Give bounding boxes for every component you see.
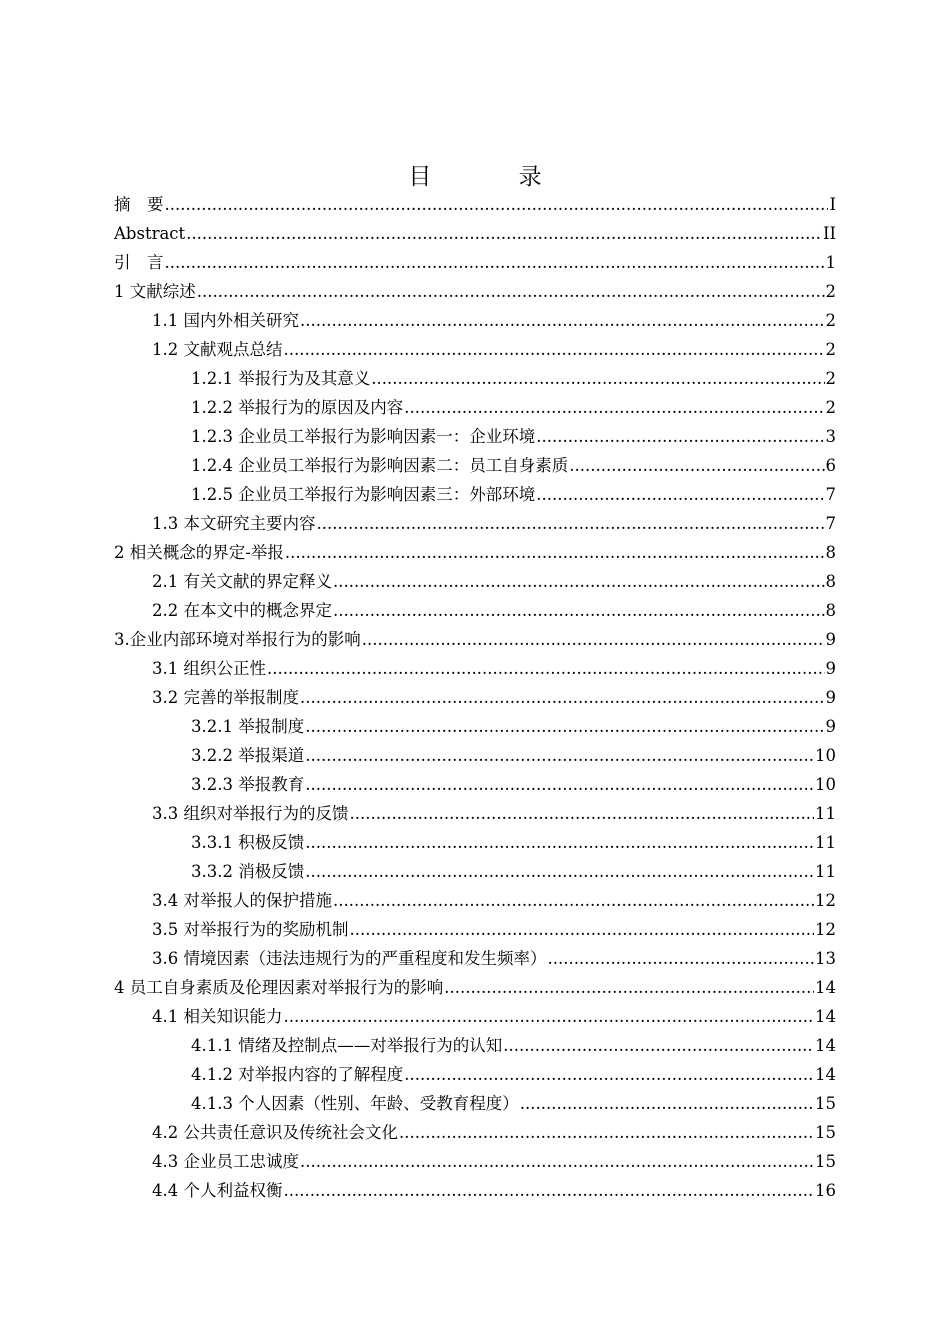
toc-entry-label: 4.3 企业员工忠诚度 [152, 1152, 299, 1171]
toc-page-number: 15 [815, 1123, 836, 1142]
toc-page-number: 1 [825, 253, 836, 272]
toc-entry[interactable] [114, 451, 836, 480]
toc-leader-dots [305, 741, 814, 770]
toc-entry[interactable] [114, 828, 836, 857]
toc-entry-label: 4.2 公共责任意识及传统社会文化 [152, 1123, 398, 1142]
toc-entry[interactable] [114, 393, 836, 422]
toc-entry-label: 摘 要 [114, 195, 164, 214]
toc-leader-dots [350, 799, 815, 828]
toc-leader-dots [569, 451, 824, 480]
toc-entry-label: 4.1.2 对举报内容的了解程度 [191, 1065, 404, 1084]
toc-entry[interactable] [114, 480, 836, 509]
toc-page-number: 12 [815, 920, 836, 939]
toc-page-number: 11 [815, 833, 836, 852]
toc-entry[interactable] [114, 741, 836, 770]
toc-entry[interactable] [114, 1089, 836, 1118]
toc-leader-dots [165, 248, 825, 277]
toc-entry[interactable] [114, 1060, 836, 1089]
toc-entry-label: Abstract [114, 224, 186, 243]
toc-leader-dots [536, 480, 824, 509]
toc-leader-dots [520, 1089, 814, 1118]
toc-page-number: 10 [815, 775, 836, 794]
toc-entry[interactable] [114, 1147, 836, 1176]
toc-leader-dots [284, 1002, 815, 1031]
toc-leader-dots [333, 596, 825, 625]
toc-entry[interactable] [114, 886, 836, 915]
toc-entry[interactable] [114, 683, 836, 712]
toc-entry-label: 4.1.1 情绪及控制点——对举报行为的认知 [191, 1036, 503, 1055]
toc-page-number: 9 [825, 659, 836, 678]
toc-entry[interactable] [114, 712, 836, 741]
toc-entry-label: 1.3 本文研究主要内容 [152, 514, 316, 533]
toc-entry[interactable] [114, 1031, 836, 1060]
toc-entry-label: 3.2 完善的举报制度 [152, 688, 299, 707]
toc-page-number: 11 [815, 804, 836, 823]
toc-leader-dots [399, 1118, 814, 1147]
toc-leader-dots [444, 973, 814, 1002]
toc-entry-label: 4.1.3 个人因素（性别、年龄、受教育程度） [191, 1094, 519, 1113]
toc-leader-dots [300, 683, 825, 712]
toc-entry[interactable] [114, 654, 836, 683]
toc-page-number: 2 [825, 398, 836, 417]
toc-leader-dots [317, 509, 825, 538]
toc-entry-label: 1.2.1 举报行为及其意义 [191, 369, 371, 388]
toc-leader-dots [197, 277, 825, 306]
toc-entry-label: 3.2.1 举报制度 [191, 717, 305, 736]
toc-entry-label: 1.2.3 企业员工举报行为影响因素一：企业环境 [191, 427, 536, 446]
toc-entry-label: 3.1 组织公正性 [152, 659, 266, 678]
toc-page-number: 14 [815, 1065, 836, 1084]
toc-entry[interactable] [114, 1176, 836, 1205]
toc-leader-dots [300, 1147, 814, 1176]
toc-leader-dots [284, 1176, 815, 1205]
toc-entry[interactable] [114, 538, 836, 567]
toc-entry[interactable] [114, 596, 836, 625]
toc-page-number: 16 [815, 1181, 836, 1200]
toc-entry[interactable] [114, 422, 836, 451]
toc-entry-label: 1.2.2 举报行为的原因及内容 [191, 398, 404, 417]
toc-entry[interactable] [114, 364, 836, 393]
toc-entry[interactable] [114, 306, 836, 335]
toc-entry-label: 3.2.2 举报渠道 [191, 746, 305, 765]
toc-entry-label: 2 相关概念的界定-举报 [114, 543, 284, 562]
toc-page-number: 13 [815, 949, 836, 968]
toc-entry[interactable] [114, 277, 836, 306]
toc-entry-label: 4.4 个人利益权衡 [152, 1181, 283, 1200]
toc-title: 目 录 [408, 164, 582, 190]
table-of-contents [114, 190, 836, 1205]
toc-page-number: 8 [825, 601, 836, 620]
toc-entry[interactable] [114, 190, 836, 219]
toc-page-number: II [822, 224, 836, 243]
toc-page-number: 8 [825, 543, 836, 562]
toc-page-number: 9 [825, 717, 836, 736]
toc-page-number: 7 [825, 485, 836, 504]
toc-entry[interactable] [114, 1002, 836, 1031]
toc-entry[interactable] [114, 509, 836, 538]
toc-entry-label: 3.6 情境因素（违法违规行为的严重程度和发生频率） [152, 949, 547, 968]
toc-page-number: 9 [825, 688, 836, 707]
toc-entry-label: 1.1 国内外相关研究 [152, 311, 299, 330]
toc-leader-dots [267, 654, 825, 683]
toc-entry-label: 1.2 文献观点总结 [152, 340, 283, 359]
toc-leader-dots [548, 944, 815, 973]
toc-leader-dots [305, 770, 814, 799]
toc-page-number: 3 [825, 427, 836, 446]
toc-leader-dots [305, 857, 814, 886]
toc-page-number: 14 [815, 978, 836, 997]
toc-leader-dots [536, 422, 824, 451]
toc-page-number: 2 [825, 282, 836, 301]
toc-leader-dots [404, 393, 824, 422]
toc-entry-label: 4.1 相关知识能力 [152, 1007, 283, 1026]
toc-page-number: 15 [815, 1094, 836, 1113]
toc-leader-dots [305, 712, 824, 741]
toc-entry-label: 2.2 在本文中的概念界定 [152, 601, 332, 620]
toc-leader-dots [333, 886, 814, 915]
toc-page-number: 6 [825, 456, 836, 475]
toc-leader-dots [300, 306, 825, 335]
toc-page-number: 11 [815, 862, 836, 881]
toc-leader-dots [350, 915, 815, 944]
toc-entry[interactable] [114, 335, 836, 364]
toc-entry-label: 1.2.5 企业员工举报行为影响因素三：外部环境 [191, 485, 536, 504]
toc-page-number: 14 [815, 1007, 836, 1026]
toc-leader-dots [165, 190, 829, 219]
toc-page-number: 15 [815, 1152, 836, 1171]
toc-leader-dots [362, 625, 825, 654]
toc-entry[interactable] [114, 799, 836, 828]
toc-entry-label: 1 文献综述 [114, 282, 196, 301]
toc-entry-label: 3.4 对举报人的保护措施 [152, 891, 332, 910]
toc-entry[interactable] [114, 944, 836, 973]
toc-entry[interactable] [114, 567, 836, 596]
toc-page-number: 14 [815, 1036, 836, 1055]
toc-page-number: 2 [825, 340, 836, 359]
toc-leader-dots [404, 1060, 814, 1089]
toc-leader-dots [503, 1031, 814, 1060]
toc-leader-dots [371, 364, 824, 393]
toc-page-number: 7 [825, 514, 836, 533]
toc-entry-label: 1.2.4 企业员工举报行为影响因素二：员工自身素质 [191, 456, 569, 475]
toc-page-number: 10 [815, 746, 836, 765]
toc-leader-dots [186, 219, 822, 248]
toc-page-number: 9 [825, 630, 836, 649]
toc-entry[interactable] [114, 857, 836, 886]
toc-leader-dots [333, 567, 825, 596]
toc-leader-dots [305, 828, 814, 857]
toc-page-number: 2 [825, 311, 836, 330]
toc-entry[interactable] [114, 248, 836, 277]
toc-page-number: I [829, 195, 836, 214]
toc-entry-label: 2.1 有关文献的界定释义 [152, 572, 332, 591]
toc-entry[interactable] [114, 770, 836, 799]
toc-entry-label: 3.3.1 积极反馈 [191, 833, 305, 852]
toc-entry[interactable] [114, 625, 836, 654]
toc-entry[interactable] [114, 973, 836, 1002]
toc-page-number: 8 [825, 572, 836, 591]
toc-entry-label: 3.3.2 消极反馈 [191, 862, 305, 881]
toc-entry-label: 3.企业内部环境对举报行为的影响 [114, 630, 361, 649]
toc-leader-dots [284, 335, 825, 364]
toc-entry-label: 3.5 对举报行为的奖励机制 [152, 920, 349, 939]
toc-entry[interactable] [114, 1118, 836, 1147]
toc-page-number: 12 [815, 891, 836, 910]
toc-page-number: 2 [825, 369, 836, 388]
toc-entry-label: 3.2.3 举报教育 [191, 775, 305, 794]
toc-entry[interactable] [114, 915, 836, 944]
toc-entry-label: 4 员工自身素质及伦理因素对举报行为的影响 [114, 978, 444, 997]
toc-leader-dots [285, 538, 825, 567]
toc-entry[interactable] [114, 219, 836, 248]
toc-entry-label: 3.3 组织对举报行为的反馈 [152, 804, 349, 823]
toc-entry-label: 引 言 [114, 253, 164, 272]
